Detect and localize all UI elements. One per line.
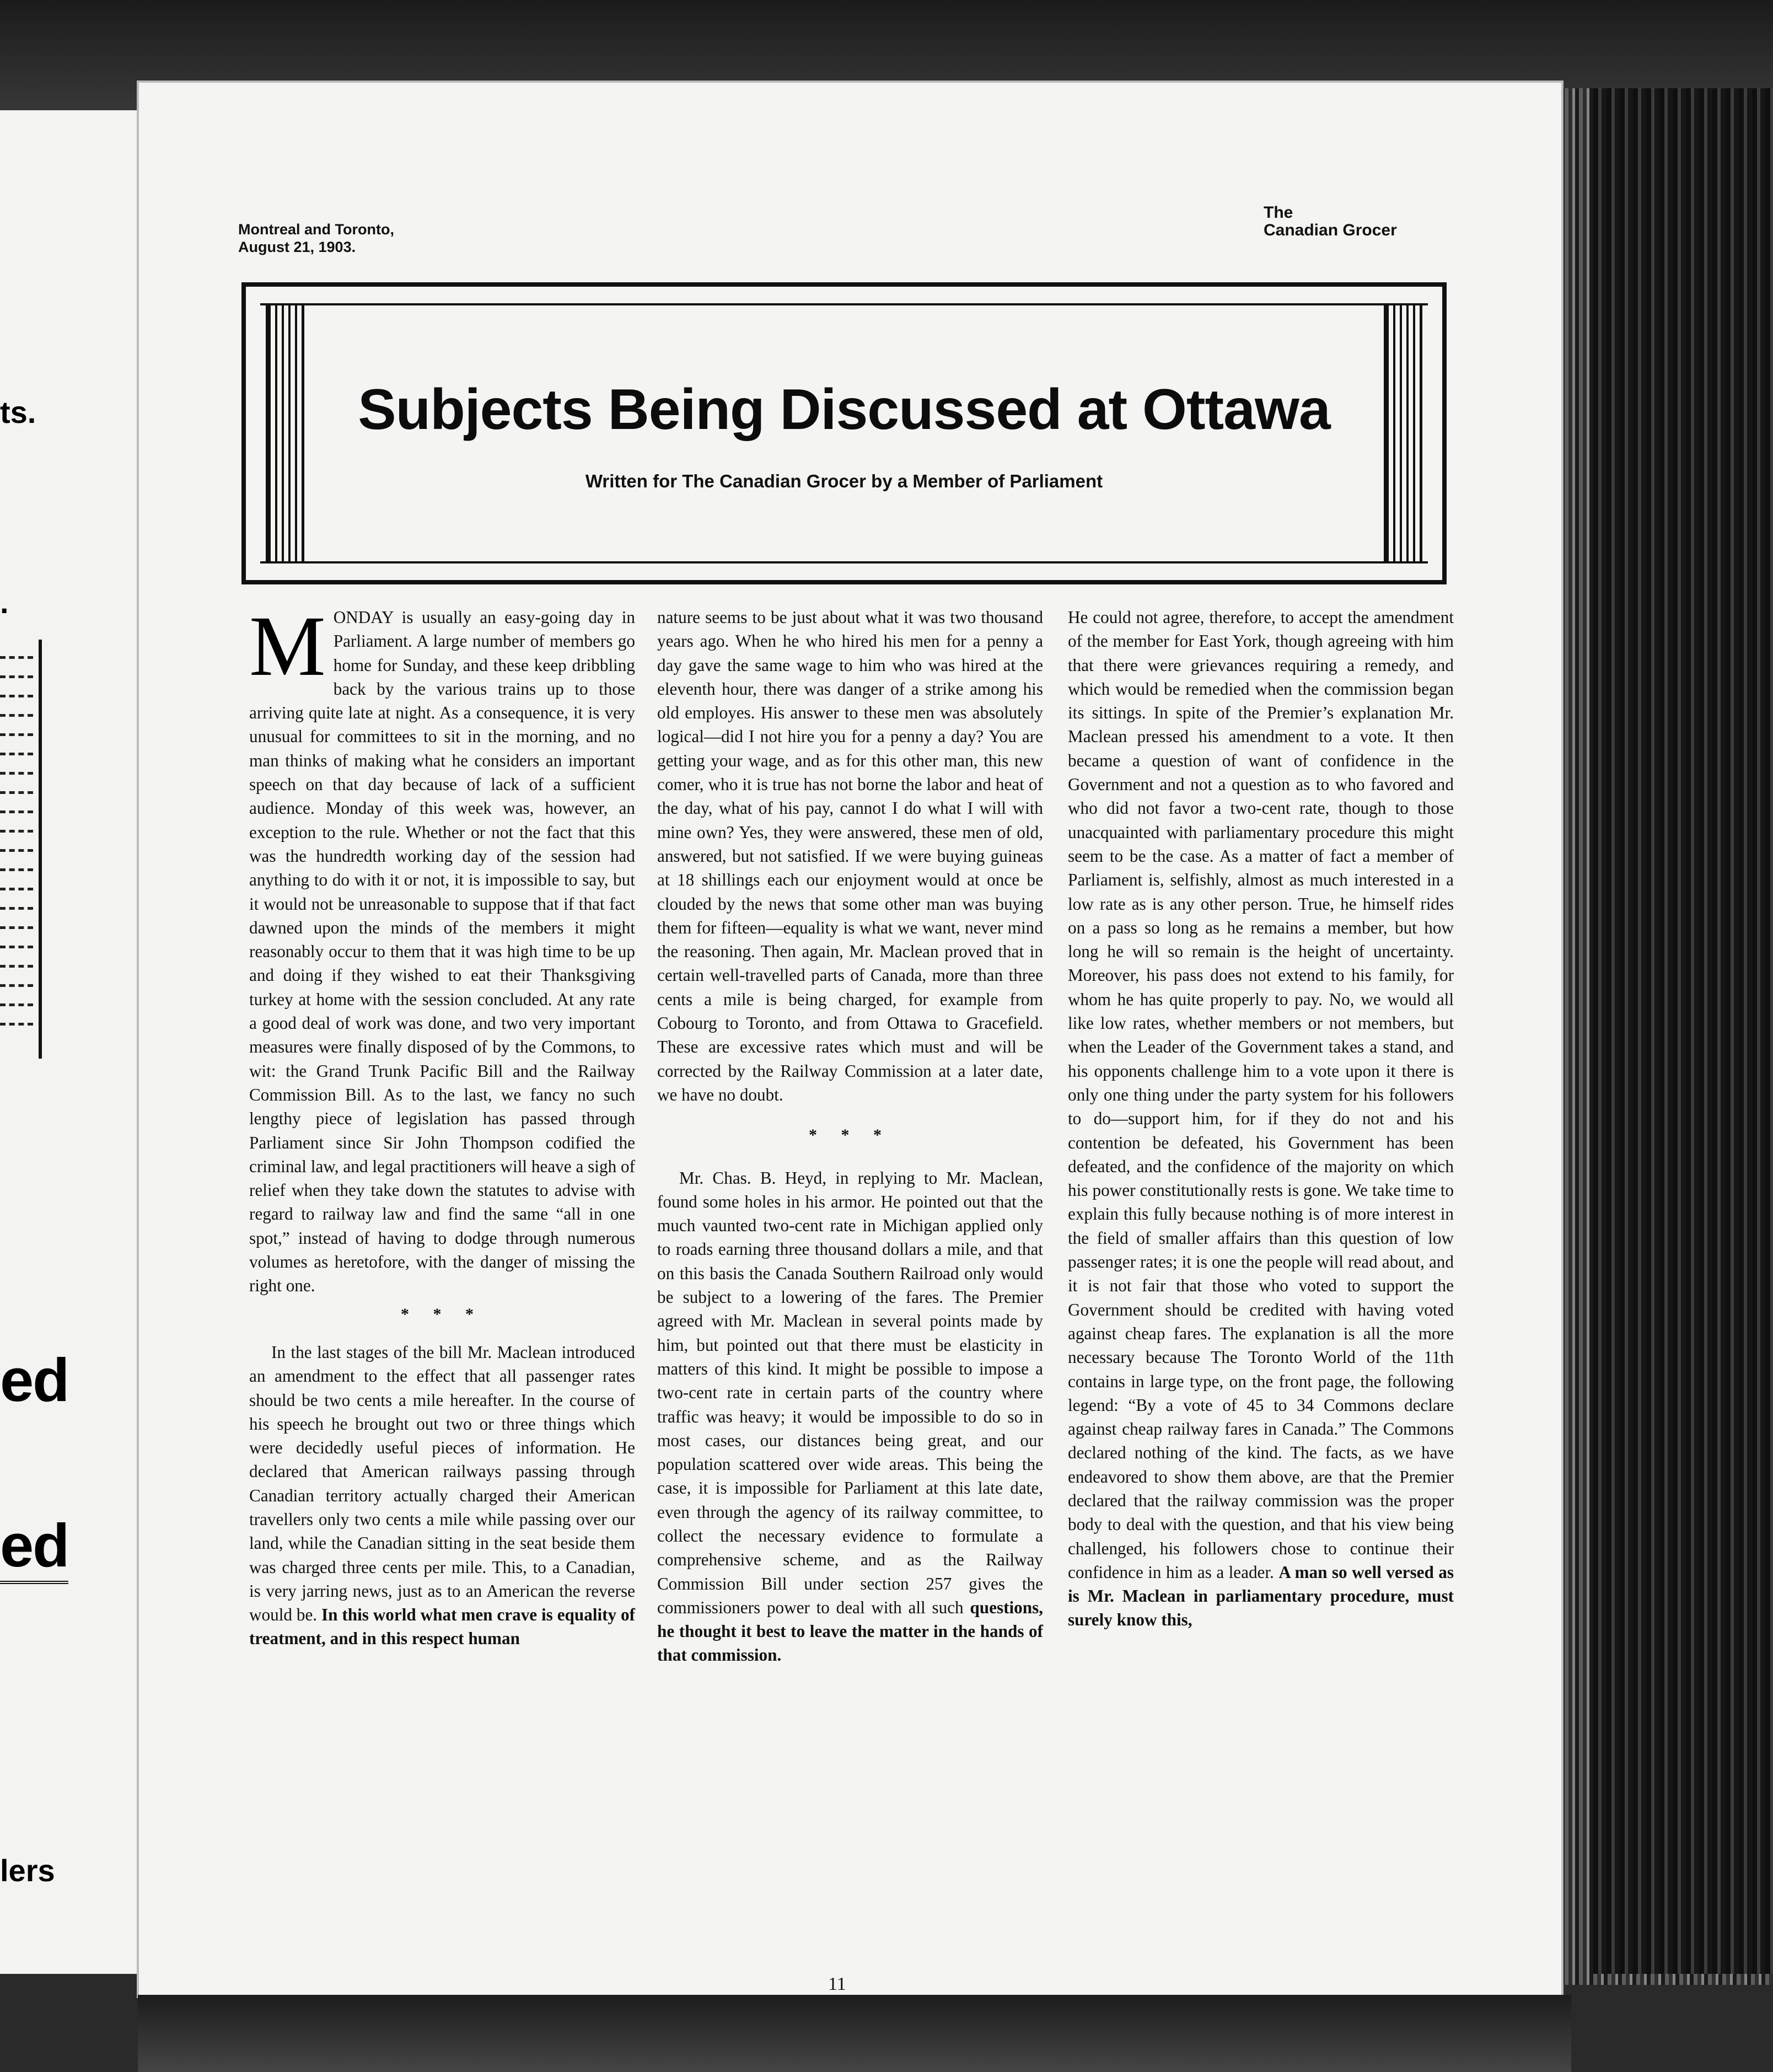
article-column-3 (1068, 605, 1454, 1632)
paragraph (249, 1340, 635, 1651)
decorative-border-fragment (0, 640, 42, 1059)
dateline-place: Montreal and Toronto, (238, 221, 394, 238)
dateline (238, 221, 514, 256)
dateline-date: August 21, 1903. (238, 239, 356, 255)
left-page-fragment: ed (0, 1346, 69, 1414)
scan-background-bottom (138, 1995, 1571, 2072)
running-head-title: Canadian Grocer (1264, 221, 1397, 239)
section-break: * * * (401, 1305, 483, 1323)
paragraph-text: nature seems to be just about what it was two thousand years ago. When he who hired his men for a penny a day gave the same wage to him who was hired at the eleventh hour, there was danger of a strike among his old employes. His answer to these men was absolutely logical—did I not hire you for a penny a day? You are getting your wage, and as for this other man, this new comer, who it is true has not borne the labor and heat of the day, what of his pay, cannot I do what I will with mine own? Yes, they were answered, these men of old, answered, but not satisfied. If we were buying guineas at 18 shillings each our enjoyment would at once be clouded by the news that some other man was buying them for fifteen—equality is what we want, never mind the reasoning. Then again, Mr. Maclean proved that in certain well-travelled parts of Canada, more than three cents a mile is being charged, for example from Cobourg to Toronto, and from Ottawa to Gracefield. These are excessive rates which must and will be corrected by the Railway Commission at a later date, we have no doubt. (657, 608, 1043, 1104)
paragraph (249, 598, 635, 1298)
article-column-1 (249, 598, 636, 1651)
page-number: 11 (828, 1974, 846, 1994)
running-head-the: The (1264, 203, 1293, 222)
left-page-fragment: lers (0, 1853, 55, 1888)
banner-frame (260, 303, 1428, 563)
paragraph (657, 1166, 1043, 1667)
left-page-fragment: ed (0, 1511, 68, 1584)
article-title: Subjects Being Discussed at Ottawa (358, 378, 1330, 442)
paragraph-text-bold: A man so well versed as is Mr. Maclean in parliamentary procedure, must surely know this, (1068, 1562, 1454, 1630)
article-column-2 (657, 605, 1043, 1667)
left-page-fragment: ts. (0, 395, 36, 430)
paragraph-text-bold: In this world what men crave is equality of treatment, and in this respect human (249, 1605, 636, 1649)
paragraph (657, 605, 1043, 1107)
left-page-fragment: . (0, 585, 9, 620)
paragraph (1068, 605, 1454, 1632)
paragraph-text-bold: questions, he thought it best to leave the matter in the hands of that commission. (657, 1597, 1043, 1665)
magazine-page (139, 83, 1561, 1996)
article-banner (241, 282, 1447, 584)
paragraph-text: ONDAY is usually an easy-going day in Parliament. A large number of members go home for Sunday, and these keep dribbling back by the various trains up to those arriving quite late at night. As a consequence, it is very unusual for committees to sit in the morning, and no man thinks of making what he considers an important speech on that day because of lack of a sufficient audience. Monday of this week was, however, an exception to the rule. Whether or not the fact that this was the hundredth working day of the session had anything to do with it or not, it is impossible to say, but it would not be unreasonable to suppose that if that fact dawned upon the minds of the members it might reasonably occur to them that it was high time to be up and doing if they wished to eat their Thanksgiving turkey at home with the session concluded. At any rate a good deal of work was done, and two very important measures were finally disposed of by the Commons, to wit: the Grand Trunk Pacific Bill and the Railway Commission Bill. As to the last, we fancy no such lengthy piece of legislation has passed through Parliament since Sir John Thompson codified the criminal law, and legal practitioners will heave a sigh of relief when they take down the statutes to advise with regard to railway law and find the same “all in one spot,” instead of having to dodge through numerous volumes as heretofore, with the danger of missing the right one. (249, 608, 635, 1296)
running-head (1264, 204, 1484, 239)
article-byline: Written for The Canadian Grocer by a Member of Parliament (585, 471, 1103, 491)
paragraph-text: He could not agree, therefore, to accept the amendment of the member for East York, though agreeing with him that there were grievances requiring a remedy, and which would be remedied when the commission began its sittings. In spite of the Premier’s explanation Mr. Maclean pressed his amendment to a vote. It then became a question of want of confidence in the Government and not a question as to who favored and who did not favor a two-cent rate, though to those unacquainted with parliamentary procedure this might seem to be the case. As a matter of fact a member of Parliament is, selfishly, almost as much interested in a low rate as is any other person. True, he himself rides on a pass so long as he remains a member, but how long he will so remain is the height of uncertainty. Moreover, his pass does not extend to his family, for whom he has quite properly to pay. No, we would all like low rates, whether members or not members, but when the Leader of the Government takes a stand, and his opponents challenge him to a vote upon it there is only one thing under the party system for his followers to do—support him, for if they do not and his contention be defeated, his Government has been defeated, and the confidence of the majority on which his power constitutionally rests is gone. We take time to explain this fully because nothing is of more interest in the field of smaller affairs than this question of low passenger rates; it is one the people will read about, and it is not fair that those who voted to support the Government should be credited with having voted against cheap fares. The explanation is all the more necessary because The Toronto World of the 11th contains in large type, on the front page, the following legend: “By a vote of 45 to 34 Commons declare against cheap railway fares in Canada.” The Commons declared nothing of the kind. The facts, as we have endeavored to show them above, are that the Premier declared that the railway commission was the proper body to deal with the question, and that his view being challenged, his followers chose to continue their confidence in him as a leader. (1068, 608, 1454, 1582)
section-break: * * * (809, 1126, 891, 1145)
book-spine-shadow (1593, 88, 1773, 1974)
drop-cap: M (249, 598, 326, 694)
left-facing-page (0, 110, 142, 1974)
paragraph-text: Mr. Chas. B. Heyd, in replying to Mr. Maclean, found some holes in his armor. He pointed out that the much vaunted two-cent rate in Michigan applied only to roads earning three thousand dollars a mile, and that on this basis the Canada Southern Railroad only would be subject to a lowering of the fares. The Premier agreed with Mr. Maclean in several points made by him, but pointed out that there must be elasticity in matters of this kind. It might be possible to impose a two-cent rate in certain parts of the country where traffic was heavy; it would be impossible to do so in most cases, our distances being great, and our population scattered over wide areas. This being the case, it is impossible for Parliament at this late date, even through the agency of its railway committee, to collect the necessary evidence to formulate a comprehensive scheme, and as the Railway Commission Bill under section 257 gives the commissioners power to deal with all such (657, 1168, 1043, 1617)
paragraph-text: In the last stages of the bill Mr. Maclean introduced an amendment to the effect that all passenger rates should be two cents a mile hereafter. In the course of his speech he brought out two or three things which were decidedly useful pieces of information. He declared that American railways passing through Canadian territory actually charged their American travellers only two cents a mile while passing over our land, while the Canadian sitting in the seat beside them was charged three cents per mile. This, to a Canadian, is very jarring news, just as to an American the reverse would be. (249, 1342, 635, 1625)
